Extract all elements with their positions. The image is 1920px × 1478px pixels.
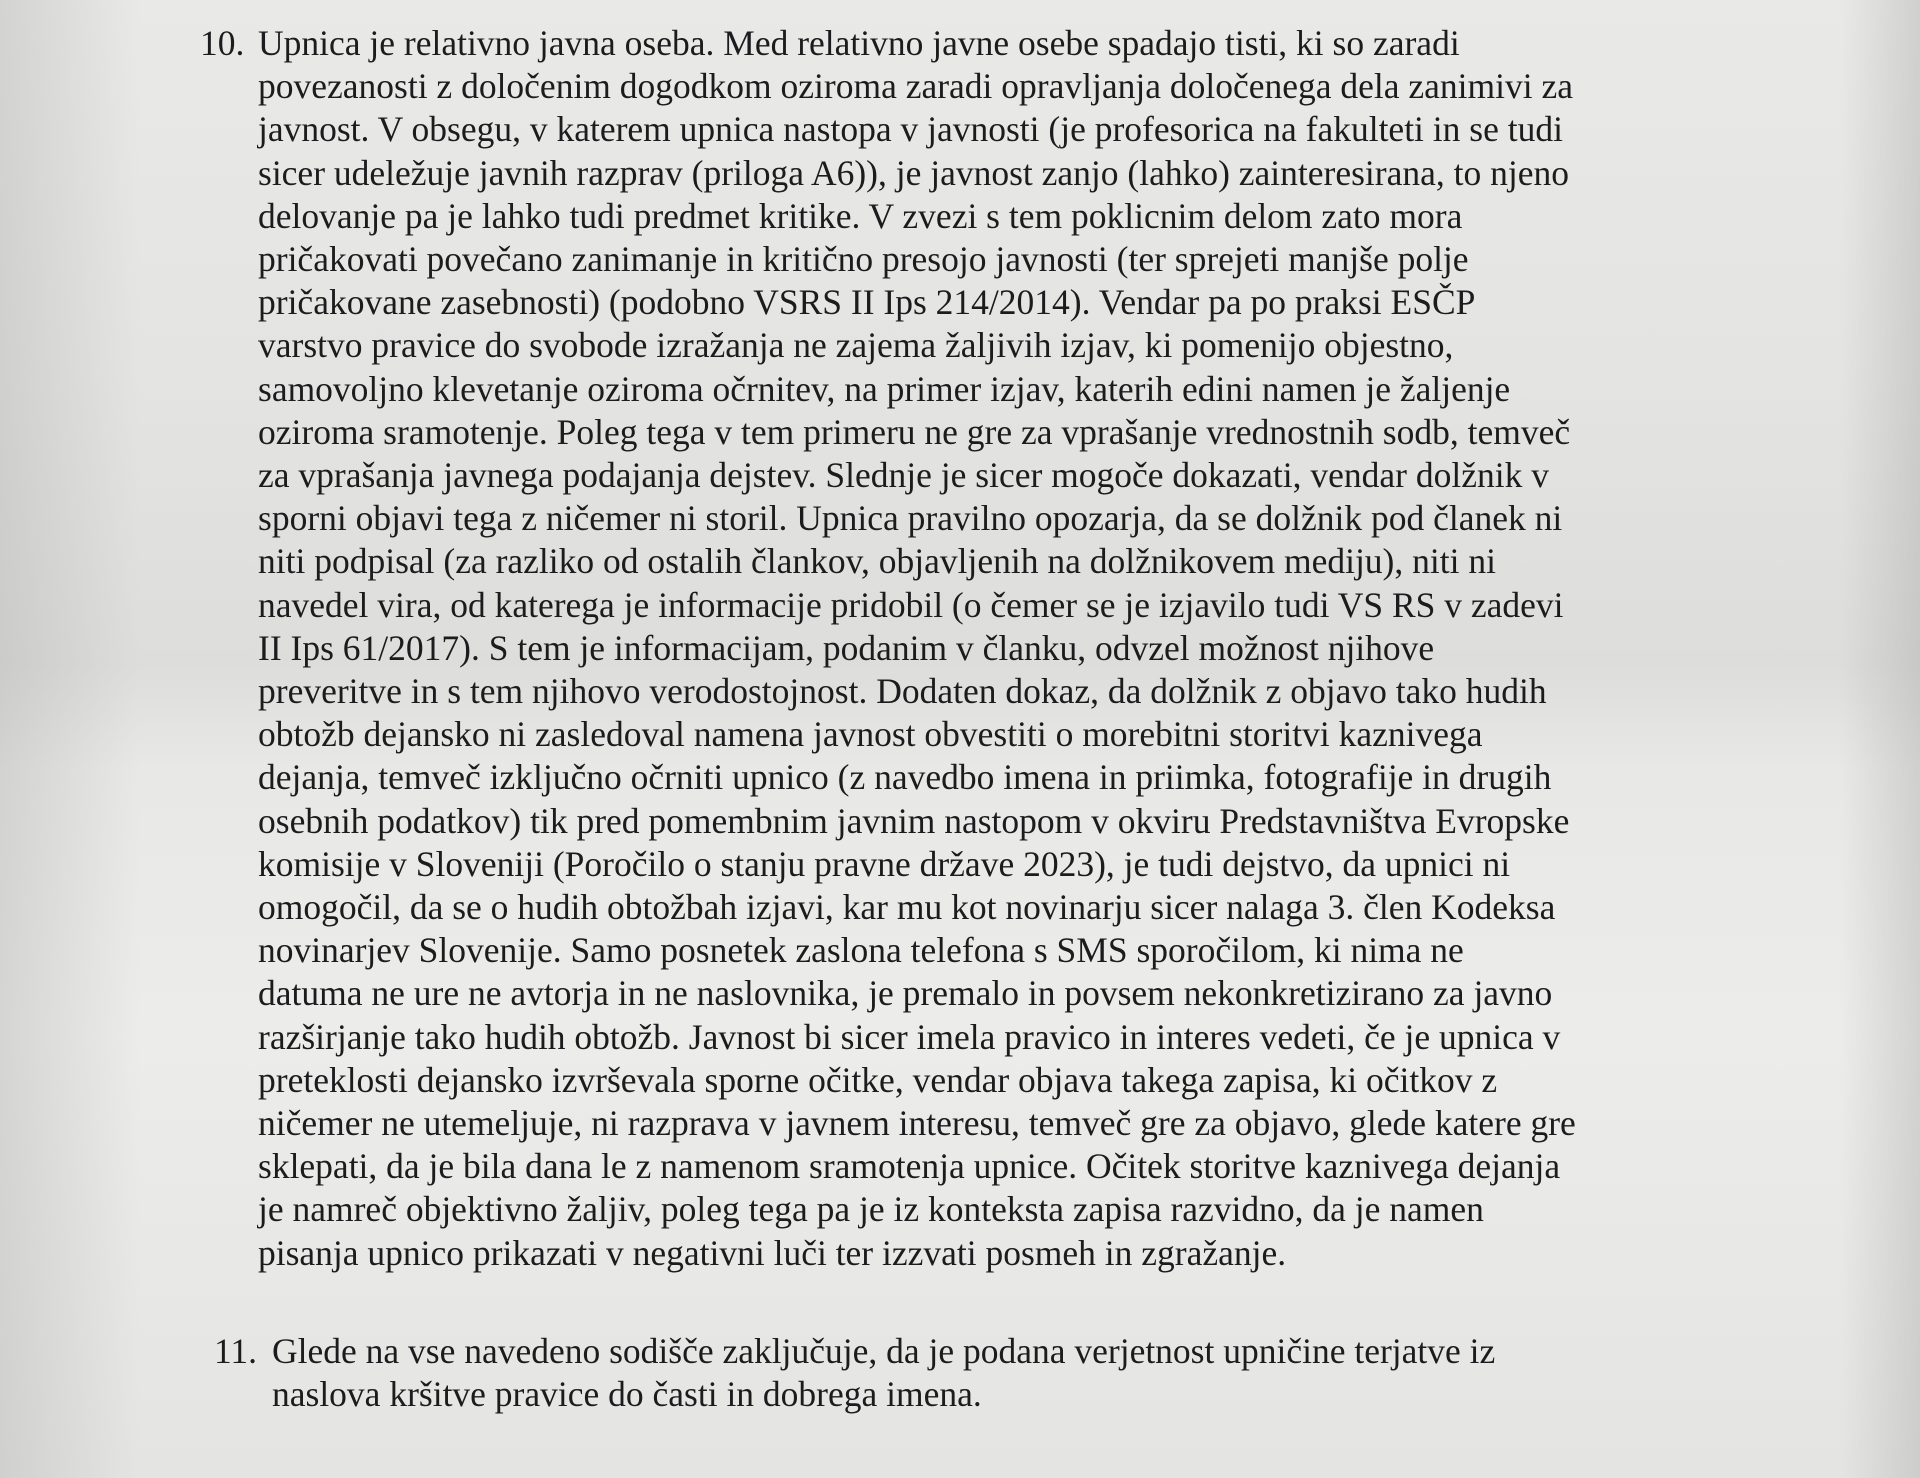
text-line: razširjanje tako hudih obtožb. Javnost bi sicer imela pravico in interes vedeti, če je upnica v (258, 1016, 1561, 1057)
text-line: povezanosti z določenim dogodkom oziroma zaradi opravljanja določenega dela zanimivi za (258, 66, 1573, 107)
text-line: datuma ne ure ne avtorja in ne naslovnika, je premalo in povsem nekonkretizirano za javno (258, 973, 1553, 1014)
text-line: sporni objavi tega z ničemer ni storil. Upnica pravilno opozarja, da se dolžnik pod članek ni (258, 498, 1563, 539)
text-line: naslova kršitve pravice do časti in dobrega imena. (272, 1374, 982, 1415)
page-shadow-left (0, 0, 140, 1478)
text-line: dejanja, temveč izključno očrniti upnico (z navedbo imena in priimka, fotografije in drugih (258, 757, 1552, 798)
text-line: sicer udeležuje javnih razprav (priloga A6)), je javnost zanjo (lahko) zainteresirana, to njeno (258, 152, 1569, 193)
text-line: samovoljno klevetanje oziroma očrnitev, na primer izjav, katerih edini namen je žaljenje (258, 368, 1511, 409)
text-line: oziroma sramotenje. Poleg tega v tem primeru ne gre za vprašanje vrednostnih sodb, temveč (258, 411, 1571, 452)
paragraph-10 (200, 22, 1800, 1275)
text-line: za vprašanja javnega podajanja dejstev. Slednje je sicer mogoče dokazati, vendar dolžnik v (258, 455, 1549, 496)
text-line: ničemer ne utemeljuje, ni razprava v javnem interesu, temveč gre za objavo, glede katere gre (258, 1103, 1576, 1144)
text-line: komisije v Sloveniji (Poročilo o stanju pravne države 2023), je tudi dejstvo, da upnici ni (258, 843, 1511, 884)
paragraph-body (200, 22, 1800, 1275)
text-line: varstvo pravice do svobode izražanja ne zajema žaljivih izjav, ki pomenijo objestno, (258, 325, 1454, 366)
text-line: Upnica je relativno javna oseba. Med relativno javne osebe spadajo tisti, ki so zaradi (258, 23, 1460, 63)
paragraph-11 (214, 1330, 1754, 1416)
paragraph-number: 11. (214, 1331, 258, 1371)
text-line: pisanja upnico prikazati v negativni luči ter izzvati posmeh in zgražanje. (258, 1232, 1287, 1273)
text-line: pričakovati povečano zanimanje in kritično presojo javnosti (ter sprejeti manjše polje (258, 239, 1469, 280)
paragraph-number: 10. (200, 23, 245, 63)
paragraph-body (214, 1330, 1754, 1416)
text-line: preteklosti dejansko izvrševala sporne očitke, vendar objava takega zapisa, ki očitkov z (258, 1059, 1498, 1100)
text-line: II Ips 61/2017). S tem je informacijam, podanim v članku, odvzel možnost njihove (258, 627, 1435, 668)
text-line: obtožb dejansko ni zasledoval namena javnost obvestiti o morebitni storitvi kaznivega (258, 714, 1483, 755)
text-line: pričakovane zasebnosti) (podobno VSRS II Ips 214/2014). Vendar pa po praksi ESČP (258, 282, 1476, 323)
text-line: novinarjev Slovenije. Samo posnetek zaslona telefona s SMS sporočilom, ki nima ne (258, 930, 1464, 971)
page-shadow-right (1840, 0, 1920, 1478)
text-line: delovanje pa je lahko tudi predmet kritike. V zvezi s tem poklicnim delom zato mora (258, 195, 1463, 236)
text-line: navedel vira, od katerega je informacije pridobil (o čemer se je izjavilo tudi VS RS v zadevi (258, 584, 1564, 625)
text-line: sklepati, da je bila dana le z namenom sramotenja upnice. Očitek storitve kaznivega dejanja (258, 1146, 1561, 1187)
text-line: niti podpisal (za razliko od ostalih člankov, objavljenih na dolžnikovem mediju), niti ni (258, 541, 1496, 582)
text-line: javnost. V obsegu, v katerem upnica nastopa v javnosti (je profesorica na fakulteti in se tudi (258, 109, 1563, 150)
text-line: je namreč objektivno žaljiv, poleg tega pa je iz konteksta zapisa razvidno, da je namen (258, 1189, 1484, 1230)
text-line: osebnih podatkov) tik pred pomembnim javnim nastopom v okviru Predstavništva Evropske (258, 800, 1570, 841)
text-line: preveritve in s tem njihovo verodostojnost. Dodaten dokaz, da dolžnik z objavo tako hudih (258, 671, 1547, 712)
text-line: omogočil, da se o hudih obtožbah izjavi, kar mu kot novinarju sicer nalaga 3. člen Kodeksa (258, 887, 1556, 928)
text-line: Glede na vse navedeno sodišče zaključuje, da je podana verjetnost upničine terjatve iz (272, 1331, 1496, 1371)
